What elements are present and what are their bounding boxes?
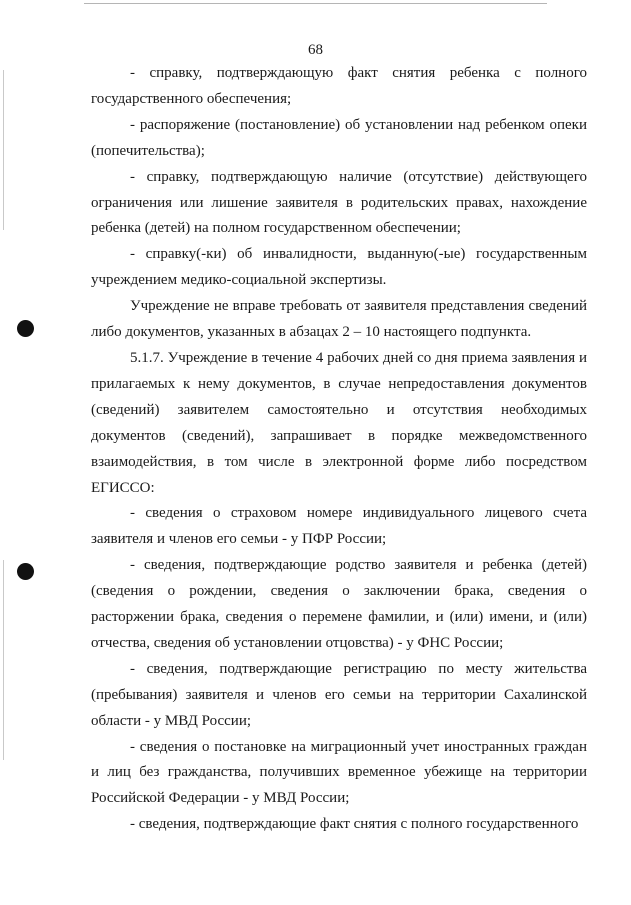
paragraph-certificate-state-support: - справку, подтверждающую факт снятия ребенка с полного государственного обеспечения;: [91, 65, 587, 107]
paragraph-section-5-1-7: 5.1.7. Учреждение в течение 4 рабочих дней со дня приема заявления и прилагаемых к нему документов, в случае непредоставления документов (сведений) заявителем самостоятельно и отсутствия необходимых документов (сведений), запрашивает в порядке межведомственного взаимодействия, в том числе в электронной форме либо посредством ЕГИССО:: [91, 349, 587, 496]
punch-hole-upper: [17, 320, 34, 337]
paragraph-migration-info: - сведения о постановке на миграционный учет иностранных граждан и лиц без гражданства, получивших временное убежище на территории Российской Федерации - у МВД России;: [91, 738, 587, 807]
scan-top-edge-line: [84, 3, 547, 4]
paragraph-guardianship-order: - распоряжение (постановление) об установлении над ребенком опеки (попечительства);: [91, 116, 587, 159]
paragraph-state-support-removal: - сведения, подтверждающие факт снятия с полного государственного: [130, 816, 579, 833]
paragraph-insurance-number-info: - сведения о страховом номере индивидуального лицевого счета заявителя и членов его семьи - у ПФР России;: [91, 505, 587, 548]
document-body: [91, 61, 587, 838]
paragraph-parental-rights-certificate: - справку, подтверждающую наличие (отсутствие) действующего ограничения или лишение заявителя в родительских правах, нахождение ребенка (детей) на полном государственном обеспечении;: [91, 168, 587, 237]
punch-hole-lower: [17, 563, 34, 580]
scan-left-edge-mark: [3, 560, 4, 760]
paragraph-disability-certificate: - справку(-ки) об инвалидности, выданную(-ые) государственным учреждением медико-социальной экспертизы.: [91, 246, 587, 289]
paragraph-institution-restriction: Учреждение не вправе требовать от заявителя представления сведений либо документов, указанных в абзацах 2 – 10 настоящего подпункта.: [91, 298, 587, 341]
paragraph-kinship-info: - сведения, подтверждающие родство заявителя и ребенка (детей) (сведения о рождении, сведения о заключении брака, сведения о расторжении брака, сведения о перемене фамилии, и (или) имени, и (или) отчества, сведения об установлении отцовства) - у ФНС России;: [91, 557, 587, 651]
scan-left-edge-mark: [3, 70, 4, 230]
paragraph-registration-info: - сведения, подтверждающие регистрацию по месту жительства (пребывания) заявителя и членов его семьи на территории Сахалинской области - у МВД России;: [91, 660, 587, 729]
page-number: 68: [308, 42, 323, 58]
